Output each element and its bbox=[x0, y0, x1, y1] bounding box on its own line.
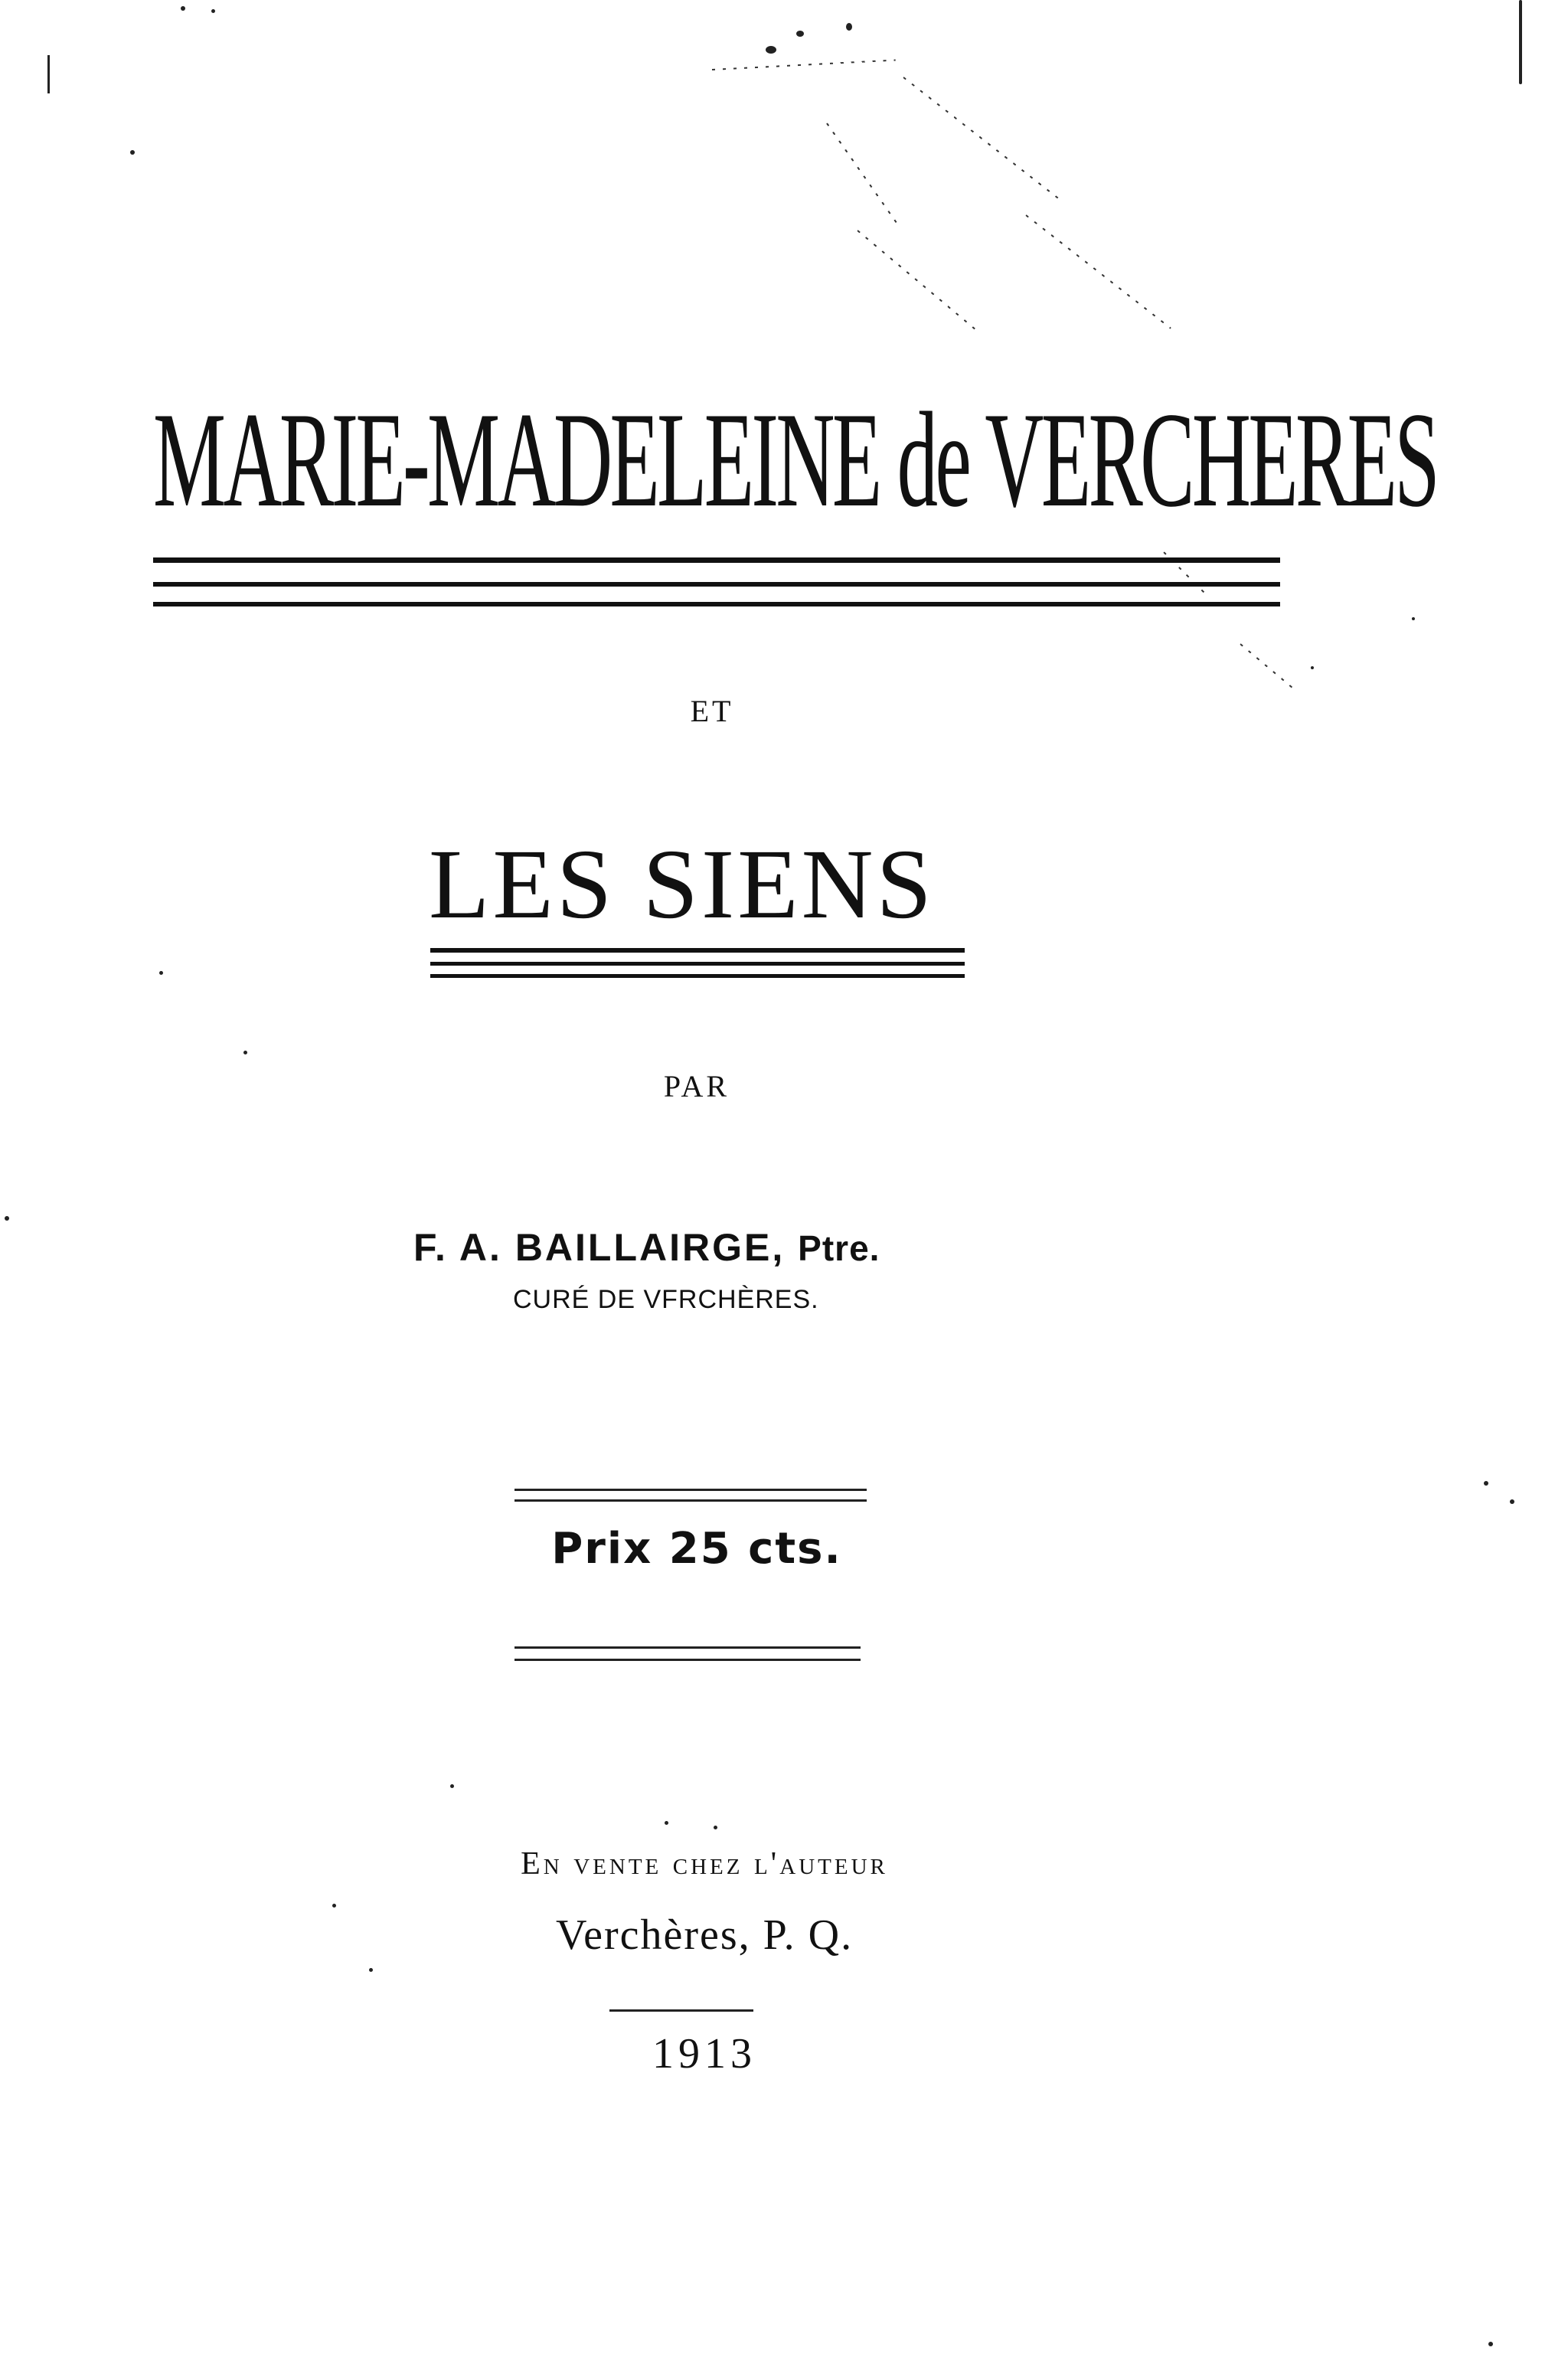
title-rule-bottom bbox=[153, 602, 1280, 606]
publication-year: 1913 bbox=[652, 2030, 756, 2078]
subtitle-rule-bottom bbox=[430, 974, 965, 978]
sale-notice: En vente chez l'auteur bbox=[521, 1846, 888, 1882]
subtitle-rule-middle bbox=[430, 962, 965, 966]
price-rule-bottom-2 bbox=[514, 1659, 861, 1661]
book-title: MARIE-MADELEINE de VERCHERES bbox=[153, 384, 1438, 535]
place-rule bbox=[609, 2009, 753, 2012]
scan-streak bbox=[712, 59, 896, 70]
price-rule-top-2 bbox=[514, 1499, 867, 1502]
scan-speck bbox=[5, 1216, 9, 1221]
scan-speck bbox=[1311, 666, 1314, 669]
scan-streak bbox=[1240, 643, 1293, 688]
scan-streak bbox=[1025, 214, 1171, 329]
scan-streak bbox=[903, 77, 1060, 201]
scan-speck bbox=[766, 46, 776, 54]
price-rule-top-1 bbox=[514, 1489, 867, 1491]
scan-streak bbox=[826, 123, 897, 224]
subtitle-rule-top bbox=[430, 948, 965, 953]
price-rule-bottom-1 bbox=[514, 1646, 861, 1649]
scan-speck bbox=[211, 9, 215, 13]
title-rule-middle bbox=[153, 582, 1280, 587]
price: Prix 25 cts. bbox=[551, 1524, 842, 1574]
scan-speck bbox=[243, 1051, 247, 1054]
scan-speck bbox=[1484, 1481, 1488, 1486]
scan-speck bbox=[369, 1968, 373, 1972]
scan-speck bbox=[1510, 1499, 1514, 1504]
conjunction-et: ET bbox=[690, 694, 734, 728]
publication-place: Verchères, P. Q. bbox=[555, 1911, 854, 1959]
scan-speck bbox=[1488, 2342, 1493, 2346]
scan-speck bbox=[846, 23, 852, 31]
author-line bbox=[413, 1225, 1026, 1270]
author-name: F. A. BAILLAIRGE, bbox=[413, 1226, 786, 1269]
scan-speck bbox=[130, 150, 135, 155]
scan-speck bbox=[665, 1821, 668, 1825]
title-rule-top bbox=[153, 557, 1280, 563]
by-label: PAR bbox=[663, 1069, 730, 1103]
scan-speck bbox=[332, 1904, 336, 1908]
scan-speck bbox=[159, 971, 163, 975]
scan-speck bbox=[796, 31, 804, 37]
scan-speck bbox=[181, 6, 185, 11]
author-role: CURÉ DE VFRCHÈRES. bbox=[513, 1285, 819, 1314]
scan-speck bbox=[714, 1826, 717, 1829]
scan-edge-mark-right bbox=[1519, 0, 1522, 84]
author-suffix: Ptre. bbox=[798, 1228, 880, 1268]
scan-edge-mark-left bbox=[47, 55, 50, 93]
subtitle: LES SIENS bbox=[429, 829, 935, 940]
scan-streak bbox=[857, 230, 975, 329]
scan-speck bbox=[1412, 617, 1415, 620]
scan-speck bbox=[450, 1784, 454, 1788]
